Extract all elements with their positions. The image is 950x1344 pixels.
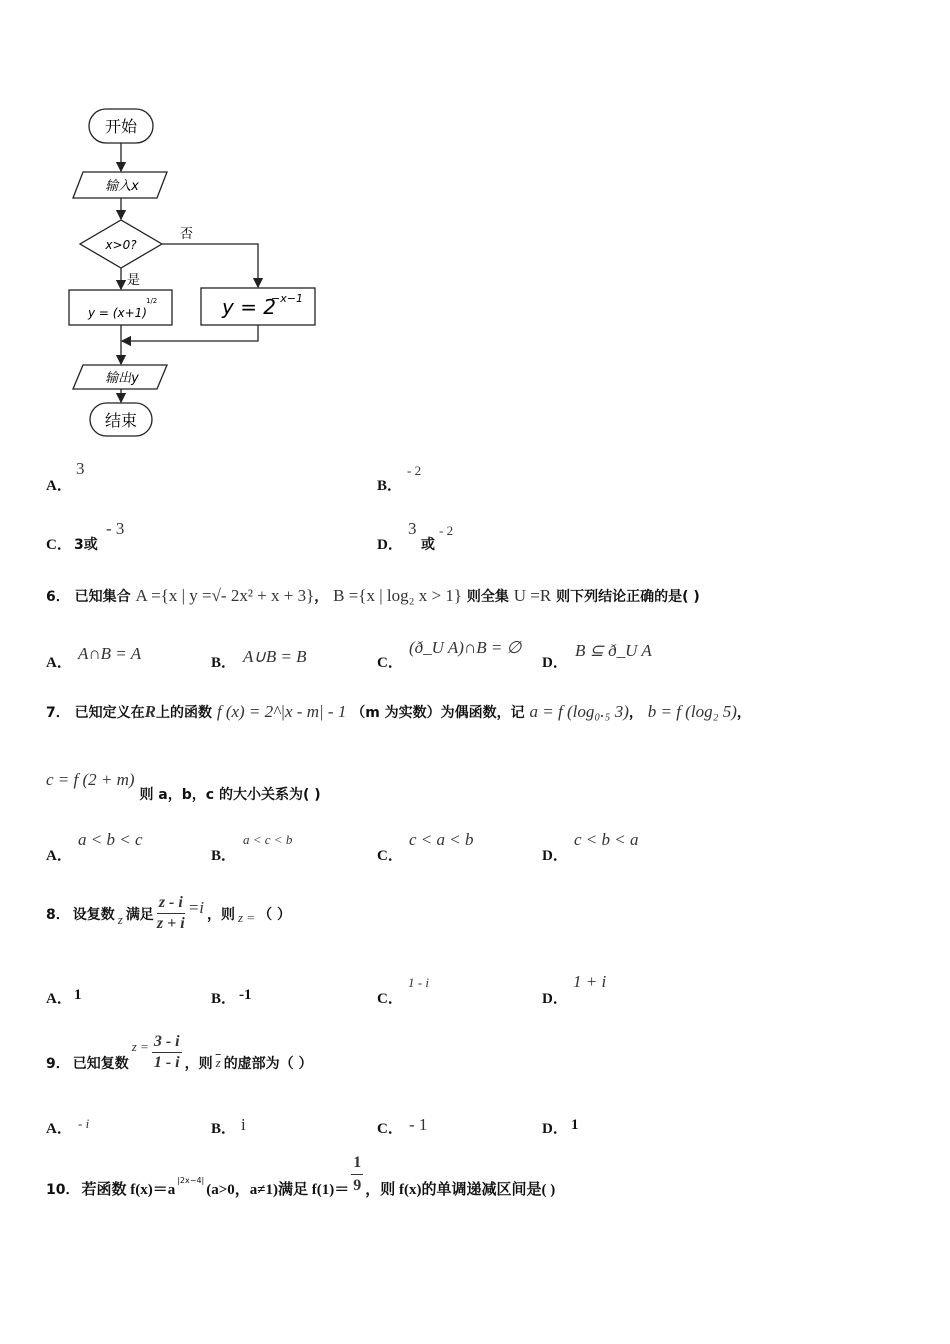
option-c-label: C．	[46, 537, 72, 553]
question-text: 设复数	[72, 906, 115, 923]
option-a-label: A．	[46, 478, 72, 494]
a-definition: a = f (log₀.₅ 3)	[529, 702, 629, 721]
option-c-value: 1 - i	[408, 975, 429, 990]
numerator: z - i	[157, 893, 185, 914]
question-8	[46, 893, 291, 934]
option-b-label: B．	[211, 655, 237, 671]
fraction	[157, 893, 185, 934]
option-d-mid: 或	[421, 537, 435, 553]
denominator: 1 - i	[153, 1054, 180, 1071]
option-b-label: B．	[377, 478, 403, 494]
question-text: 则全集	[466, 589, 509, 605]
denominator: 9	[353, 1177, 362, 1194]
universal-set: U =R	[513, 586, 552, 605]
variable-z: z	[117, 911, 123, 927]
option-d-label: D．	[542, 848, 568, 864]
input-label: 输入x	[105, 179, 139, 194]
option-c-label: C．	[377, 848, 403, 864]
flowchart	[0, 0, 340, 450]
denominator: z + i	[156, 915, 185, 932]
question-text: 满足	[125, 906, 154, 923]
question-text: ，则	[184, 1055, 213, 1072]
option-a-value: 3	[76, 459, 85, 478]
option-d-label: D．	[542, 991, 568, 1007]
question-number: 8．	[46, 906, 70, 923]
question-text: 的虚部为（ ）	[223, 1055, 313, 1072]
question-text: 已知集合	[74, 589, 131, 605]
question-text: 已知定义在	[74, 705, 145, 721]
output-label: 输出y	[105, 371, 139, 386]
option-d-value: B ⊆ ð_U A	[575, 641, 652, 660]
numerator: 1	[351, 1152, 363, 1175]
yes-formula: y = (x+1)	[88, 306, 147, 320]
no-exponent: −x−1	[271, 292, 303, 305]
question-text: 若函数 f(x)＝a	[81, 1182, 176, 1198]
option-a-value: a < b < c	[78, 830, 143, 849]
option-b-label: B．	[211, 991, 237, 1007]
option-a-label: A．	[46, 991, 72, 1007]
equals-i: =i	[187, 897, 205, 917]
option-b-label: B．	[211, 848, 237, 864]
option-a-value: 1	[74, 987, 82, 1003]
question-6	[46, 586, 700, 606]
option-b-label: B．	[211, 1121, 237, 1137]
option-d-value: c < b < a	[574, 830, 639, 849]
question-number: 6．	[46, 589, 70, 605]
option-c-value: (ð_U A)∩B = ∅	[409, 638, 522, 657]
comma: ，	[314, 589, 329, 605]
question-number: 7．	[46, 705, 70, 721]
option-d-label: D．	[542, 655, 568, 671]
b-definition: b = f (log₂ 5)	[647, 702, 737, 721]
option-b-value: a < c < b	[243, 832, 293, 847]
question-text: （m 为实数）为偶函数，记	[351, 705, 525, 721]
z-equals: z =	[131, 1038, 149, 1054]
end-label: 结束	[104, 411, 138, 430]
fraction	[152, 1032, 182, 1073]
question-text: 则 a，b，c 的大小关系为( )	[139, 787, 321, 803]
no-label: 否	[180, 227, 194, 242]
question-text: 上的函数	[155, 705, 212, 721]
option-c-value: c < a < b	[409, 830, 474, 849]
option-b-value: A∪B = B	[243, 647, 307, 666]
numerator: 3 - i	[152, 1032, 182, 1053]
question-7: 7． 已知定义在R上的函数 f (x) = 2^|x - m| - 1 （m 为实数）为偶函数，记 a = f (log₀.₅ 3)， b = f (log₂ 5)，	[46, 702, 751, 721]
option-c-value: - 3	[106, 519, 125, 538]
question-9	[46, 1032, 313, 1073]
start-label: 开始	[104, 117, 138, 136]
option-b-value: -1	[239, 987, 252, 1003]
set-b-formula: B ={x | log₂ x > 1}	[333, 586, 463, 605]
option-d-label: D．	[377, 537, 403, 553]
option-c-label: C．	[377, 1121, 403, 1137]
question-7-continued	[46, 770, 321, 803]
option-d-label: D．	[542, 1121, 568, 1137]
question-text: ，则	[207, 906, 236, 923]
option-c-label: C．	[377, 655, 403, 671]
option-a-value: - i	[78, 1116, 90, 1131]
option-c-value: - 1	[409, 1115, 428, 1134]
option-d-value: - 2	[439, 523, 454, 538]
option-a-value: A∩B = A	[78, 644, 142, 663]
question-10	[46, 1152, 555, 1197]
option-c-prefix: 3或	[74, 537, 98, 553]
exponent: |2x−4|	[177, 1176, 205, 1185]
option-d-value: 1	[571, 1117, 579, 1133]
function-formula: f (x) = 2^|x - m| - 1	[216, 702, 347, 721]
option-a-label: A．	[46, 655, 72, 671]
yes-exponent: 1/2	[146, 297, 158, 305]
question-number: 10．	[46, 1181, 80, 1198]
question-text: 已知复数	[72, 1055, 129, 1072]
option-b-value: i	[241, 1115, 246, 1134]
option-c-label: C．	[377, 991, 403, 1007]
question-text: (a>0，a≠1)满足 f(1)＝	[206, 1182, 350, 1198]
c-definition: c = f (2 + m)	[46, 770, 135, 789]
set-a-formula: A ={x | y =√- 2x² + x + 3}	[135, 586, 315, 605]
question-number: 9．	[46, 1055, 70, 1072]
option-b-value: - 2	[407, 463, 422, 478]
option-d-value1: 3	[408, 519, 417, 538]
option-a-label: A．	[46, 1121, 72, 1137]
no-formula: y = 2	[222, 295, 277, 319]
yes-label: 是	[127, 273, 141, 288]
option-a-label: A．	[46, 848, 72, 864]
z-conjugate: $\overline{z}$	[215, 1054, 221, 1070]
condition-label: x>0?	[105, 238, 137, 252]
question-text: ，则 f(x)的单调递减区间是( )	[365, 1182, 556, 1198]
real-set: R	[144, 702, 156, 721]
option-d-value: 1 + i	[573, 972, 607, 991]
fraction	[351, 1152, 363, 1197]
z-equals: z =	[238, 909, 256, 925]
answer-blank: （ ）	[258, 906, 291, 923]
question-text: 则下列结论正确的是( )	[556, 589, 700, 605]
